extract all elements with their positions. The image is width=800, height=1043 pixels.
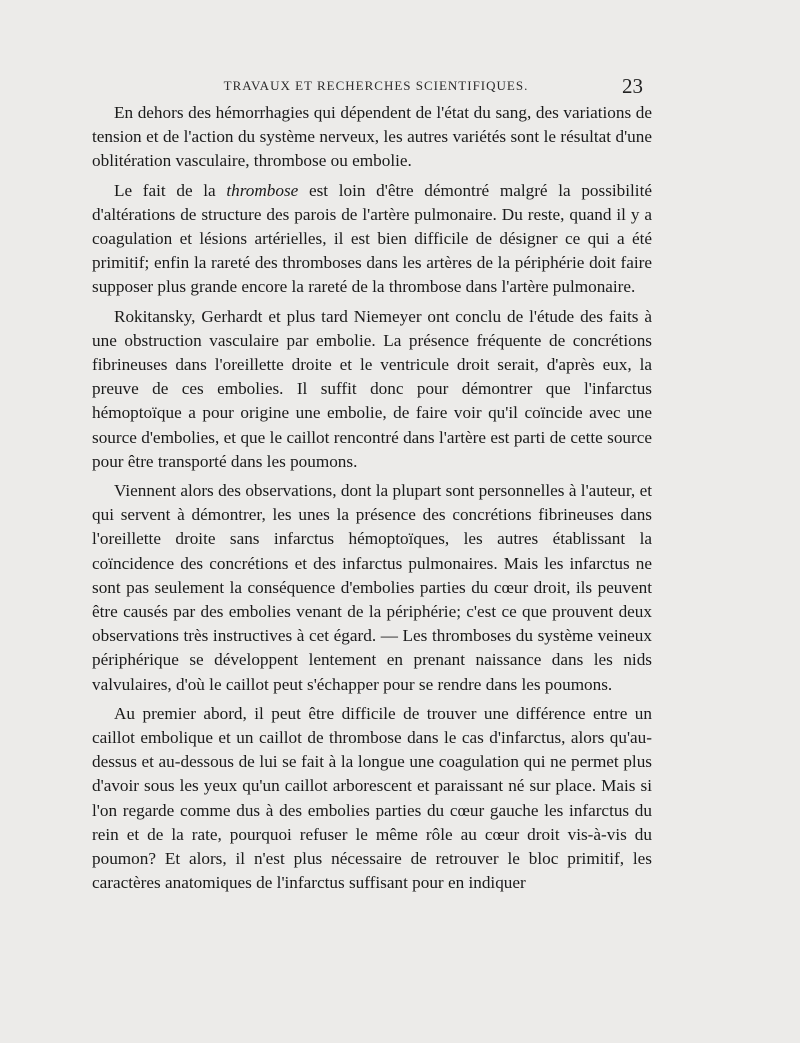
paragraph-3: Rokitansky, Gerhardt et plus tard Niemeyer ont conclu de l'étude des faits à une obstruction vasculaire par embolie. La présence fréquente de concrétions fibrineuses dans l'oreillette droite et le ventricule droit serait, d'après eux, la preuve de ces embolies. Il suffit donc pour démontrer que l'infarctus hémoptoïque a pour origine une embolie, de faire voir qu'il coïncide avec une source d'embolies, et que le caillot rencontré dans l'artère est parti de cette source pour être transporté dans les poumons. xyxy=(92,306,652,471)
paragraph-1: En dehors des hémorrhagies qui dépendent de l'état du sang, des variations de tension et de l'action du système nerveux, les autres variétés sont le résultat d'une oblitération vasculaire, thrombose ou embolie. xyxy=(92,103,652,171)
paragraph-2 xyxy=(92,179,652,300)
paragraph-4: Viennent alors des observations, dont la plupart sont personnelles à l'auteur, et qui servent à démontrer, les unes la présence des concrétions fibrineuses dans l'oreillette droite sans infarctus hémoptoïques, les autres établissant la coïncidence des concrétions et des infarctus pulmonaires. Mais les infarctus ne sont pas seulement la conséquence d'embolies parties du cœur droit, ils peuvent être causés par des embolies venant de la périphérie; c'est ce que prouvent deux observations très instructives à cet égard. — Les thromboses du système veineux périphérique se développent lentement en prenant naissance dans les nids valvulaires, d'où le caillot peut s'échapper pour se rendre dans les poumons. xyxy=(92,481,652,694)
body-text xyxy=(92,101,652,896)
page-number: 23 xyxy=(622,74,643,98)
paragraph-2-rest: est loin d'être démontré malgré la possibilité d'altérations de structure des parois de l'artère pulmonaire. Du reste, quand il y a coagulation et lésions artérielles, il est bien difficile de désigner ce qui a été primitif; enfin la rareté des thromboses dans les artères de la périphérie doit faire supposer plus grande encore la rareté de la thrombose dans l'artère pulmonaire. xyxy=(92,180,652,297)
italic-term: thrombose xyxy=(226,180,299,200)
paragraph-5: Au premier abord, il peut être difficile de trouver une différence entre un caillot embolique et un caillot de thrombose dans le cas d'infarctus, alors qu'au-dessus et au-dessous de lui se fait à la longue une coagulation qui ne permet plus d'avoir sous les yeux qu'un caillot arborescent et paraissant né sur place. Mais si l'on regarde comme dus à des embolies parties du cœur gauche les infarctus du rein et de la rate, pourquoi refuser le même rôle au cœur droit vis-à-vis du poumon? Et alors, il n'est plus nécessaire de retrouver le bloc primitif, les caractères anatomiques de l'infarctus suffisant pour en indiquer xyxy=(92,703,652,893)
paragraph-2-start: Le fait de la xyxy=(114,180,227,200)
running-title: TRAVAUX ET RECHERCHES SCIENTIFIQUES. xyxy=(223,78,529,93)
